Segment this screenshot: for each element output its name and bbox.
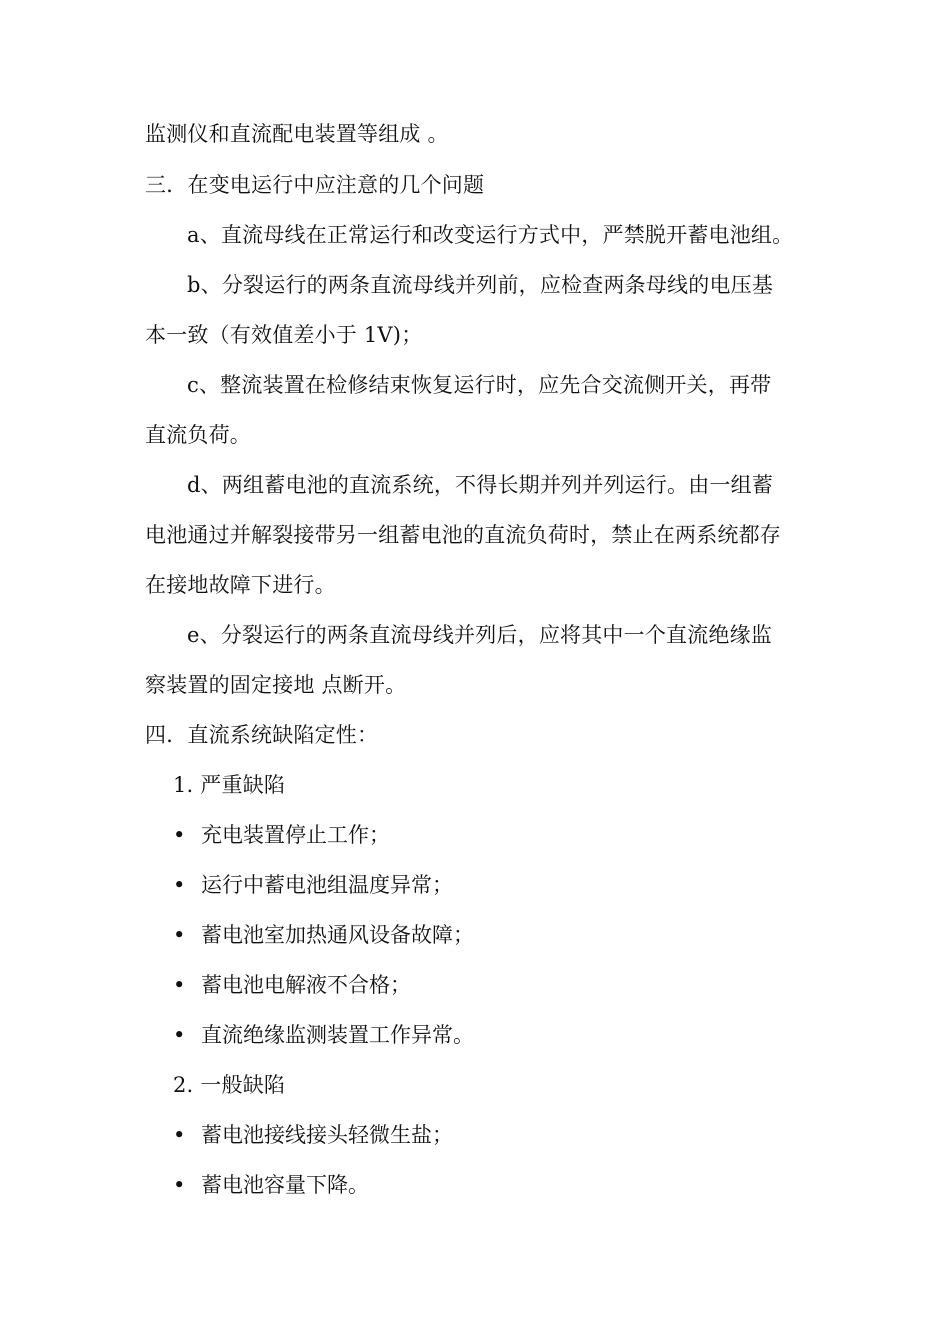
paragraph-line-c: c、整流装置在检修结束恢复运行时，应先合交流侧开关，再带	[187, 373, 772, 397]
section-heading-4: 四．直流系统缺陷定性：	[145, 723, 379, 747]
list-item-text: 蓄电池电解液不合格；	[201, 973, 411, 997]
paragraph-line: 电池通过并解裂接带另一组蓄电池的直流负荷时，禁止在两系统都存	[145, 523, 781, 547]
list-item	[173, 871, 453, 899]
paragraph-line: 在接地故障下进行。	[145, 573, 336, 597]
list-item-text: 运行中蓄电池组温度异常；	[201, 873, 453, 897]
list-item	[173, 1121, 453, 1149]
bullet-icon: •	[173, 1023, 186, 1047]
bullet-icon: •	[173, 873, 186, 897]
list-item	[173, 971, 411, 999]
list-heading-serious: 1. 严重缺陷	[173, 773, 286, 797]
paragraph-line: 本一致（有效值差小于 1V)；	[145, 323, 423, 347]
bullet-icon: •	[173, 1123, 186, 1147]
list-item-text: 蓄电池容量下降。	[201, 1173, 369, 1197]
bullet-icon: •	[173, 923, 186, 947]
section-heading-3: 三．在变电运行中应注意的几个问题	[145, 173, 485, 197]
list-item	[173, 821, 390, 849]
paragraph-line-e: e、分裂运行的两条直流母线并列后，应将其中一个直流绝缘监	[187, 623, 773, 647]
list-item-text: 直流绝缘监测装置工作异常。	[201, 1023, 474, 1047]
bullet-icon: •	[173, 1173, 186, 1197]
list-item	[173, 921, 474, 949]
list-item-text: 充电装置停止工作；	[201, 823, 390, 847]
list-item	[173, 1171, 369, 1199]
paragraph-line: 直流负荷。	[145, 423, 251, 447]
bullet-icon: •	[173, 973, 186, 997]
paragraph-line-a: a、直流母线在正常运行和改变运行方式中，严禁脱开蓄电池组。	[187, 223, 794, 247]
list-item-text: 蓄电池接线接头轻微生盐；	[201, 1123, 453, 1147]
paragraph-line-b: b、分裂运行的两条直流母线并列前，应检查两条母线的电压基	[187, 273, 774, 297]
paragraph-line: 监测仪和直流配电装置等组成 。	[145, 122, 449, 146]
list-heading-general: 2. 一般缺陷	[173, 1073, 286, 1097]
list-item-text: 蓄电池室加热通风设备故障；	[201, 923, 474, 947]
bullet-icon: •	[173, 823, 186, 847]
paragraph-line-d: d、两组蓄电池的直流系统，不得长期并列并列运行。由一组蓄	[187, 473, 774, 497]
list-item	[173, 1021, 474, 1049]
paragraph-line: 察装置的固定接地 点断开。	[145, 673, 407, 697]
